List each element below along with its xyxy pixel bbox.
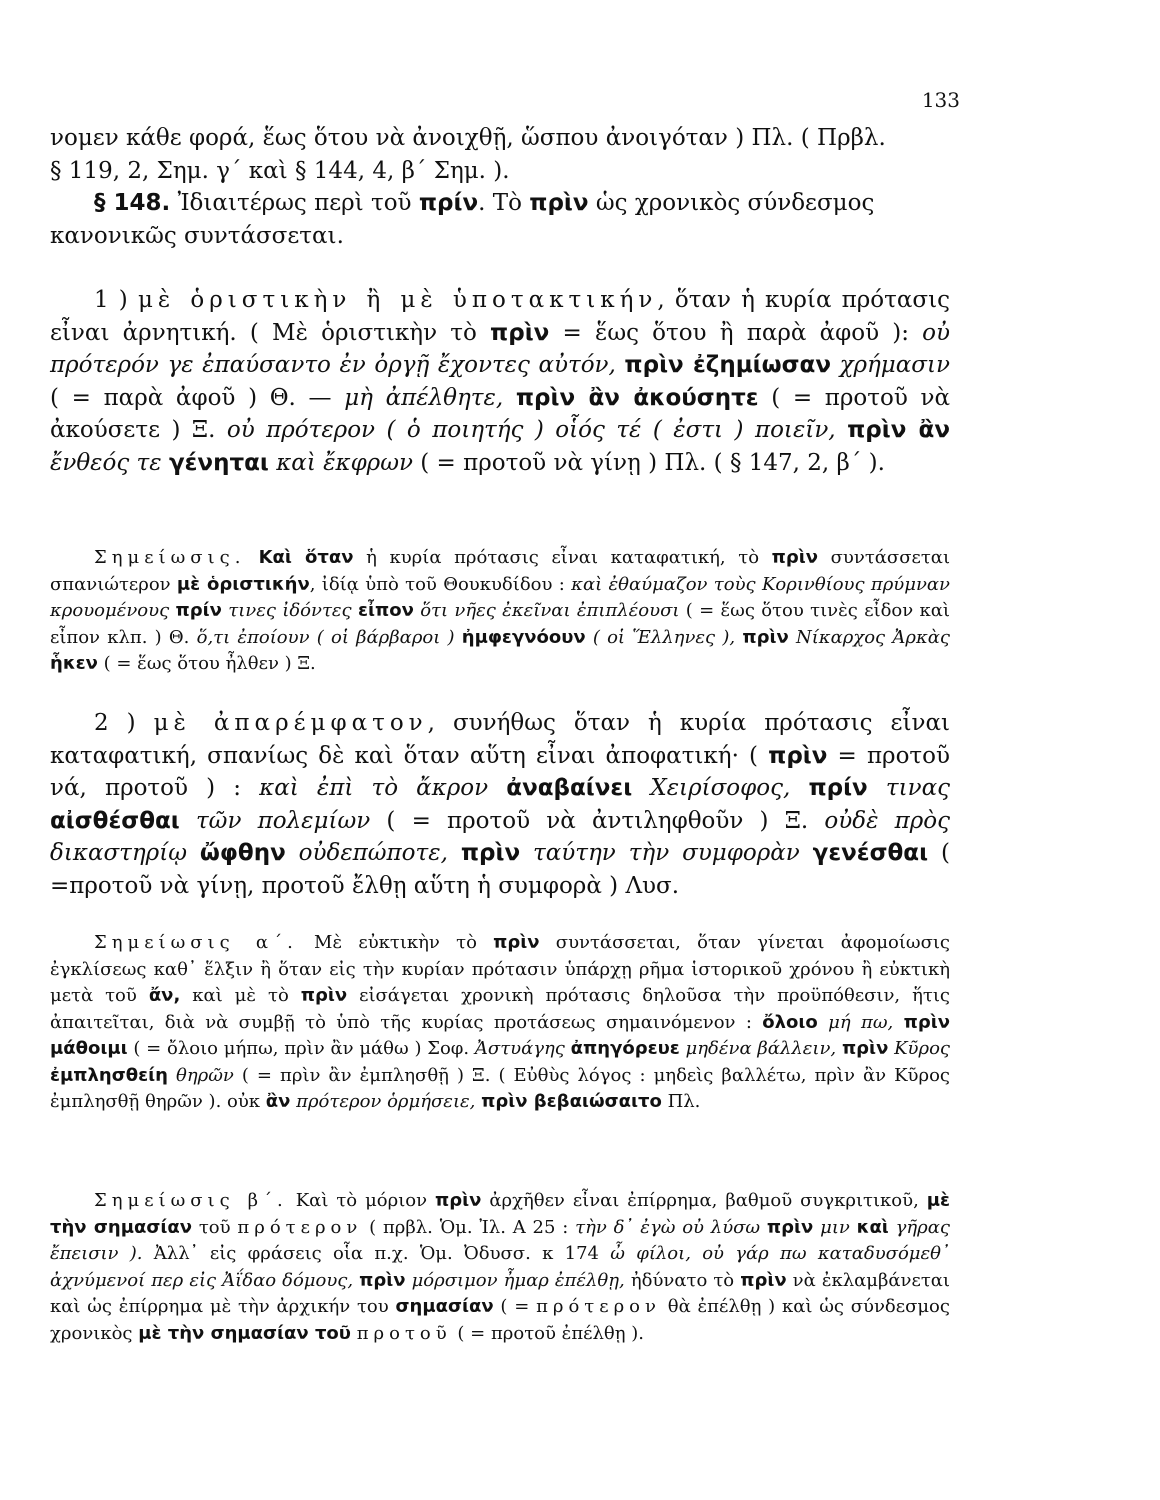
bold-term: μὲ τὴν σημασίαν τοῦ	[138, 1322, 351, 1344]
bold-term: πρὶν ἂν ἀκούσητε	[515, 384, 759, 411]
bold-term: ἀπηγόρευε	[570, 1038, 680, 1059]
page-number: 133	[921, 88, 960, 112]
italic-quote: καὶ ἔκφρων	[268, 449, 413, 476]
text-span: πρότερον	[536, 1296, 661, 1317]
italic-quote: ταύτην τὴν συμφορὰν	[520, 840, 813, 866]
note-1	[50, 545, 950, 678]
text-span: μὲ ἀπαρέμφατον	[153, 710, 428, 736]
text-span: συντάσσεται σπανιώτερον	[50, 547, 950, 595]
bold-term: ἧκεν	[50, 653, 98, 674]
paragraph-rule-2	[50, 707, 950, 902]
bold-term: αἰσθέσθαι	[50, 807, 180, 834]
italic-quote: θηρῶν	[167, 1064, 234, 1086]
italic-quote: οὐδεπώποτε,	[285, 840, 461, 866]
italic-quote: τινας	[867, 775, 950, 801]
bold-term: ἂν	[265, 1091, 291, 1112]
bold-term: ὄλοιο	[762, 1011, 818, 1033]
bold-term: ἐμπλησθείη	[50, 1064, 168, 1086]
text-span: . Τὸ	[478, 190, 530, 216]
text-span: Ἰδιαιτέρως περὶ τοῦ	[170, 190, 419, 216]
text-span: συντάσσεται, ὅταν γίνεται ἀφομοίωσις ἐγκλίσεως καθ᾽ ἕλξιν ἢ ὅταν εἰς τὴν κυρίαν πρότασιν ὑπάρχῃ ρῆμα ἱστορικοῦ χρόνου ἢ εὐκτικὴ μετὰ τοῦ	[50, 932, 951, 1006]
italic-quote: πρότερον ὁρμήσειε,	[290, 1091, 482, 1112]
italic-quote: μὴ ἀπέλθητε,	[344, 384, 516, 411]
italic-quote: οὐδὲ πρὸς δικαστηρίῳ	[50, 807, 950, 866]
bold-term: πρὶν	[768, 742, 828, 769]
bold-term: πρὶν	[434, 1190, 482, 1211]
bold-term: γένηται	[168, 449, 269, 476]
text-span: Ἀλλ᾽ εἰς φράσεις οἷα π.χ. Ὁμ. Ὀδυσσ. κ 174	[142, 1243, 611, 1264]
text-span: ἡ κυρία πρότασις εἶναι καταφατική, τὸ	[353, 547, 772, 568]
text-span: , συνήθως ὅταν ἡ κυρία πρότασις εἶναι καταφατική, σπανίως δὲ καὶ ὅταν αὕτη εἶναι ἀποφατική· (	[50, 710, 950, 769]
text-line: κανονικῶς συντάσσεται.	[50, 222, 344, 249]
text-span: ( = προτοῦ νὰ ἀκούσετε ) Ξ.	[50, 384, 951, 443]
italic-quote: Ἀστυάγης	[474, 1038, 571, 1059]
text-span: ( = προτοῦ ἐπέλθῃ ).	[451, 1322, 644, 1344]
italic-quote: οὐ πρότερον ( ὁ ποιητής ) οἷός τέ ( ἐστι ) ποιεῖν,	[226, 417, 848, 443]
text-span: εἰσάγεται χρονικὴ πρότασις δηλοῦσα τὴν προϋπόθεσιν, ἥτις ἀπαιτεῖται, διὰ νὰ συμβῇ τὸ ὑπὸ τῆς κυρίας προτάσεως σημαινόμενον :	[50, 985, 950, 1033]
italic-quote: ὅτι νῆες ἐκεῖναι ἐπιπλέουσι	[413, 600, 680, 621]
bold-term: μὲ τὴν σημασίαν	[50, 1190, 951, 1238]
bold-term: καὶ	[856, 1216, 889, 1238]
paragraph-rule-1	[50, 284, 950, 479]
text-span: = ἕως ὅτου ἢ παρὰ ἀφοῦ ):	[549, 319, 923, 346]
italic-quote: ἔνθεός τε	[50, 449, 169, 476]
italic-quote: καὶ ἐθαύμαζον τοὺς Κορινθίους πρύμναν κρουομένους	[50, 573, 950, 621]
text-span: πρότερον	[237, 1216, 363, 1238]
bold-term: πρὶν βεβαιώσαιτο	[481, 1091, 662, 1112]
bold-term: πρὶν μάθοιμι	[50, 1011, 950, 1059]
text-span: καὶ μὲ τὸ	[180, 985, 301, 1006]
italic-quote: τῶν πολεμίων	[179, 807, 371, 834]
bold-term: πρὶν	[300, 985, 348, 1006]
bold-term: πρὶν	[771, 547, 819, 568]
note-2	[50, 930, 950, 1116]
text-span: νὰ ἐκλαμβάνεται καὶ ὡς ἐπίρρημα μὲ τὴν ἀρχικήν του	[50, 1269, 950, 1317]
text-span: τοῦ	[192, 1216, 238, 1238]
bold-term: πρὶν	[742, 626, 789, 648]
text-span: προτοῦ	[356, 1322, 452, 1344]
italic-quote: καὶ ἐπὶ τὸ ἄκρον	[259, 775, 507, 801]
text-span: ( =προτοῦ νὰ γίνῃ, προτοῦ ἔλθῃ αὕτη ἡ συμφορὰ ) Λυσ.	[50, 840, 950, 899]
bold-term: μὲ ὁριστικήν	[176, 573, 310, 595]
text-line: νομεν κάθε φορά, ἕως ὅτου νὰ ἀνοιχθῇ, ὥσπου ἀνοιγόταν ) Πλ. ( Πρβλ.	[50, 125, 886, 151]
bold-term: πρὶν	[841, 1038, 889, 1059]
bold-term: πρὶν	[490, 319, 550, 346]
text-span: ἀρχῆθεν εἶναι ἐπίρρημα, βαθμοῦ συγκριτικοῦ,	[481, 1190, 927, 1211]
text-span: ὡς χρονικὸς σύνδεσμος	[588, 190, 875, 216]
bold-term: ἠμφεγνόουν	[461, 626, 586, 648]
bold-term: πρίν	[175, 600, 222, 621]
text-span: Καὶ τὸ μόριον	[287, 1190, 435, 1211]
text-span: ( = πρὶν ἂν ἐμπλησθῇ ) Ξ. ( Εὐθὺς λόγος : μηδεὶς βαλλέτω, πρὶν ἂν Κῦρος ἐμπλησθῇ θηρῶν ). οὐκ	[50, 1064, 950, 1112]
bold-term: εἶπον	[357, 600, 414, 621]
note-3	[50, 1188, 950, 1347]
bold-term: γενέσθαι	[812, 840, 929, 866]
bold-term: πρὶν ἂν	[847, 417, 950, 443]
italic-quote: ὦ φίλοι, οὐ γάρ πω καταδυσόμεθ᾽ ἀχνύμενοί περ εἰς Ἀΐδαο δόμους,	[50, 1243, 950, 1291]
bold-term: πρίν	[808, 775, 868, 801]
text-span: ( = ἕως ὅτου ἦλθεν ) Ξ.	[97, 653, 316, 674]
text-span: ( = ἕως ὅτου τινὲς εἶδον καὶ εἶπον κλπ. ) Θ.	[50, 600, 950, 648]
text-span: 1 )	[94, 287, 138, 313]
italic-quote: τὴν δ᾽ ἐγὼ οὐ λύσω	[575, 1216, 767, 1238]
bold-term: σημασίαν	[395, 1296, 494, 1317]
text-span: ἠδύνατο τὸ	[624, 1269, 741, 1291]
italic-quote: ( οἱ Ἕλληνες ),	[585, 626, 743, 648]
italic-quote: μιν	[813, 1216, 857, 1238]
paragraph-continuation	[50, 122, 950, 252]
italic-quote: μόρσιμον ἦμαρ ἐπέλθῃ,	[405, 1269, 625, 1291]
text-span: = προτοῦ νά, προτοῦ ) :	[50, 742, 950, 801]
bold-term: ἄν,	[148, 985, 181, 1006]
bold-term: πρὶν	[493, 932, 540, 953]
text-span: ( = παρὰ ἀφοῦ ) Θ. —	[50, 384, 345, 411]
bold-term: πρὶν	[766, 1216, 814, 1238]
text-span: ( πρβλ. Ὁμ. Ἰλ. Α 25 :	[362, 1216, 576, 1238]
text-span: , ὅταν ἡ κυρία πρότασις εἶναι ἀρνητική. ( Μὲ ὁριστικὴν τὸ	[50, 287, 950, 346]
section-number: § 148.	[94, 190, 171, 216]
text-span: Μὲ εὐκτικὴν τὸ	[297, 932, 494, 953]
text-span: ( =	[493, 1296, 537, 1317]
italic-quote: Νίκαρχος Ἀρκὰς	[788, 626, 950, 648]
italic-quote: μηδένα βάλλειν,	[679, 1038, 842, 1059]
bold-term: Καὶ ὅταν	[245, 547, 354, 568]
italic-quote: μή πω,	[817, 1011, 904, 1033]
bold-term: πρὶν	[460, 840, 521, 866]
text-span: ( = προτοῦ νὰ γίνῃ ) Πλ. ( § 147, 2, β΄ ).	[412, 449, 885, 476]
note-label: Σημείωσις.	[94, 547, 246, 568]
italic-quote: Χειρίσοφος,	[632, 775, 809, 801]
text-span: , ἰδίᾳ ὑπὸ τοῦ Θουκυδίδου :	[309, 573, 572, 595]
text-span: 2 )	[94, 710, 154, 736]
bold-term: ἀναβαίνει	[506, 775, 633, 801]
section-heading	[50, 187, 950, 220]
text-line: § 119, 2, Σημ. γ΄ καὶ § 144, 4, β΄ Σημ. ).	[50, 157, 510, 184]
note-label: Σημείωσις β΄.	[94, 1190, 288, 1211]
bold-term: ὤφθην	[199, 840, 286, 866]
bold-term: πρὶν	[359, 1269, 406, 1291]
italic-quote: ὅ,τι ἐποίουν ( οἱ βάρβαροι )	[196, 626, 462, 648]
italic-quote: γῆρας ἔπεισιν ).	[50, 1216, 950, 1264]
text-span: Πλ.	[661, 1091, 701, 1112]
bold-term: πρίν	[418, 190, 479, 216]
text-span: θὰ ἐπέλθῃ ) καὶ ὡς σύνδεσμος χρονικὸς	[50, 1296, 950, 1344]
italic-quote: Κῦρος	[888, 1038, 951, 1059]
bold-term: πρὶν	[740, 1269, 787, 1291]
italic-quote: τινες ἰδόντες	[221, 600, 358, 621]
italic-quote: χρήμασιν	[831, 352, 950, 378]
note-label: Σημείωσις α΄.	[94, 932, 298, 953]
italic-quote: οὐ πρότερόν γε ἐπαύσαντο ἐν ὀργῇ ἔχοντες αὐτόν,	[50, 319, 950, 378]
bold-term: πρὶν ἐζημίωσαν	[624, 352, 831, 378]
text-span: ( = ὄλοιο μήπω, πρὶν ἂν μάθω ) Σοφ.	[127, 1038, 475, 1059]
text-span: μὲ ὁριστικὴν ἢ μὲ ὑποτακτικήν	[137, 287, 658, 313]
bold-term: πρὶν	[529, 190, 589, 216]
text-span: ( = προτοῦ νὰ ἀντιληφθοῦν ) Ξ.	[370, 807, 825, 834]
